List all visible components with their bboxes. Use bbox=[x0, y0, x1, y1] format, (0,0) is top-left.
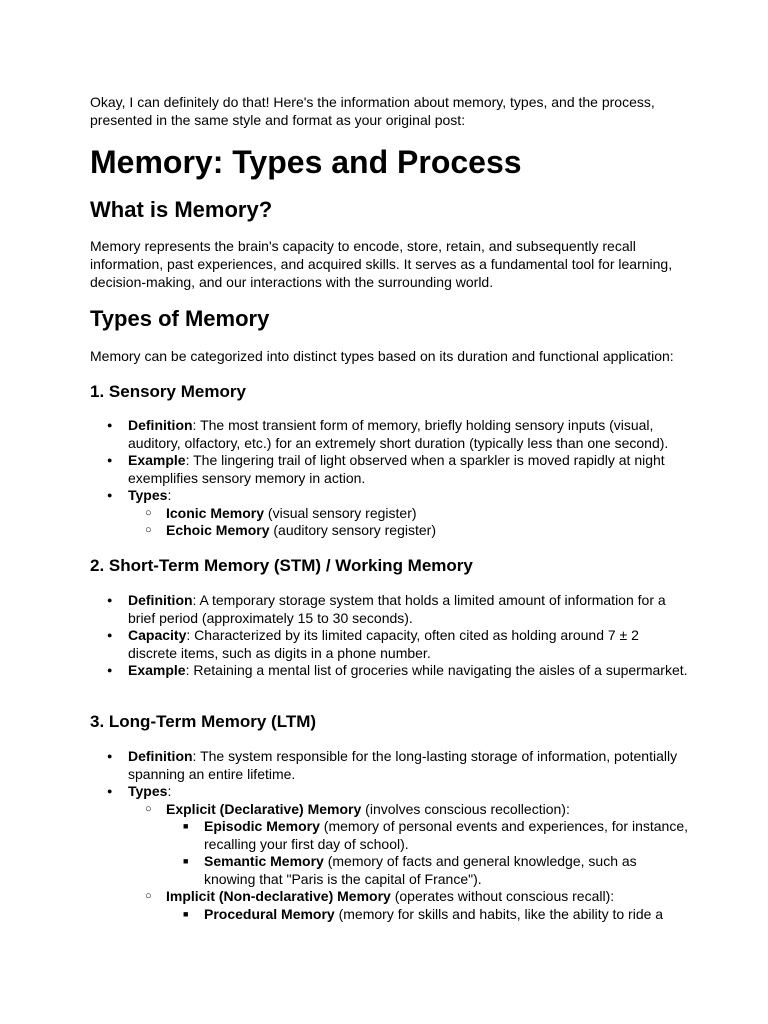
episodic-memory-label: Episodic Memory bbox=[204, 818, 320, 834]
echoic-memory-text: (auditory sensory register) bbox=[269, 522, 436, 538]
sensory-types-sublist bbox=[166, 505, 688, 540]
explicit-memory-text: (involves conscious recollection): bbox=[361, 800, 570, 817]
page-title: Memory: Types and Process bbox=[90, 144, 522, 180]
list-item bbox=[204, 818, 688, 853]
what-is-memory-text: Memory represents the brain's capacity to encode, store, retain, and subsequently recall information, past experiences, and acquired skills. It serves as a fundamental tool for learning, decision-making, and our interactions with the surrounding world. bbox=[90, 238, 673, 290]
list-item bbox=[128, 487, 688, 540]
types-label: Types bbox=[128, 783, 168, 799]
ltm-types-sublist bbox=[166, 801, 688, 924]
iconic-memory-label: Iconic Memory bbox=[166, 504, 265, 521]
list-item bbox=[166, 505, 688, 523]
explicit-memory-sublist bbox=[204, 818, 688, 888]
long-term-memory-heading: 3. Long-Term Memory (LTM) bbox=[90, 712, 317, 731]
sensory-memory-list bbox=[128, 417, 688, 540]
types-label: Types bbox=[128, 487, 168, 503]
episodic-memory-text: (memory of personal events and experiences, for instance, recalling your first day of school). bbox=[204, 818, 688, 852]
list-item bbox=[128, 452, 688, 487]
list-item bbox=[166, 522, 688, 540]
short-term-memory-list bbox=[128, 592, 688, 680]
definition-text: : The most transient form of memory, briefly holding sensory inputs (visual, auditory, olfactory, etc.) for an extremely short duration (typically less than one second). bbox=[128, 417, 669, 451]
example-text: : The lingering trail of light observed when a sparkler is moved rapidly at night exemplifies sensory memory in action. bbox=[128, 452, 665, 486]
definition-text: : The system responsible for the long-lasting storage of information, potentially spanning an entire lifetime. bbox=[128, 748, 678, 782]
list-item bbox=[204, 906, 688, 924]
capacity-label: Capacity bbox=[128, 627, 187, 643]
types-colon: : bbox=[167, 783, 172, 799]
types-of-memory-text: Memory can be categorized into distinct types based on its duration and functional application: bbox=[90, 348, 674, 364]
definition-label: Definition bbox=[128, 592, 193, 608]
short-term-memory-heading: 2. Short-Term Memory (STM) / Working Memory bbox=[90, 556, 473, 575]
list-item bbox=[128, 627, 688, 662]
list-item bbox=[128, 783, 688, 923]
implicit-memory-sublist bbox=[204, 906, 688, 924]
implicit-memory-label: Implicit (Non-declarative) Memory bbox=[166, 888, 391, 904]
procedural-memory-text: (memory for skills and habits, like the ability to ride a bbox=[334, 905, 664, 922]
list-item bbox=[166, 888, 688, 923]
intro-text: Okay, I can definitely do that! Here's the information about memory, types, and the process, presented in the same style and format as your original post: bbox=[90, 94, 655, 128]
example-text: : Retaining a mental list of groceries while navigating the aisles of a supermarket. bbox=[185, 662, 688, 678]
list-item bbox=[128, 662, 688, 680]
list-item bbox=[128, 592, 688, 627]
semantic-memory-text: (memory of facts and general knowledge, such as knowing that "Paris is the capital of France"). bbox=[204, 853, 637, 887]
sensory-memory-heading: 1. Sensory Memory bbox=[90, 382, 246, 401]
example-label: Example bbox=[128, 452, 186, 468]
implicit-memory-text: (operates without conscious recall): bbox=[390, 888, 615, 904]
long-term-memory-list bbox=[128, 748, 688, 923]
example-label: Example bbox=[128, 662, 186, 678]
definition-label: Definition bbox=[128, 417, 193, 433]
capacity-text: : Characterized by its limited capacity, often cited as holding around 7 ± 2 discrete items, such as digits in a phone number. bbox=[128, 627, 639, 661]
list-item bbox=[166, 801, 688, 889]
what-is-memory-heading: What is Memory? bbox=[90, 197, 273, 222]
types-colon: : bbox=[167, 487, 172, 503]
echoic-memory-label: Echoic Memory bbox=[166, 522, 270, 538]
types-of-memory-heading: Types of Memory bbox=[90, 306, 270, 331]
list-item bbox=[204, 853, 688, 888]
list-item bbox=[128, 417, 688, 452]
semantic-memory-label: Semantic Memory bbox=[204, 853, 324, 869]
procedural-memory-label: Procedural Memory bbox=[204, 905, 335, 922]
explicit-memory-label: Explicit (Declarative) Memory bbox=[166, 800, 362, 817]
definition-text: : A temporary storage system that holds a limited amount of information for a brief period (approximately 15 to 30 seconds). bbox=[128, 592, 666, 626]
iconic-memory-text: (visual sensory register) bbox=[264, 504, 417, 521]
definition-label: Definition bbox=[128, 748, 193, 764]
list-item bbox=[128, 748, 688, 783]
